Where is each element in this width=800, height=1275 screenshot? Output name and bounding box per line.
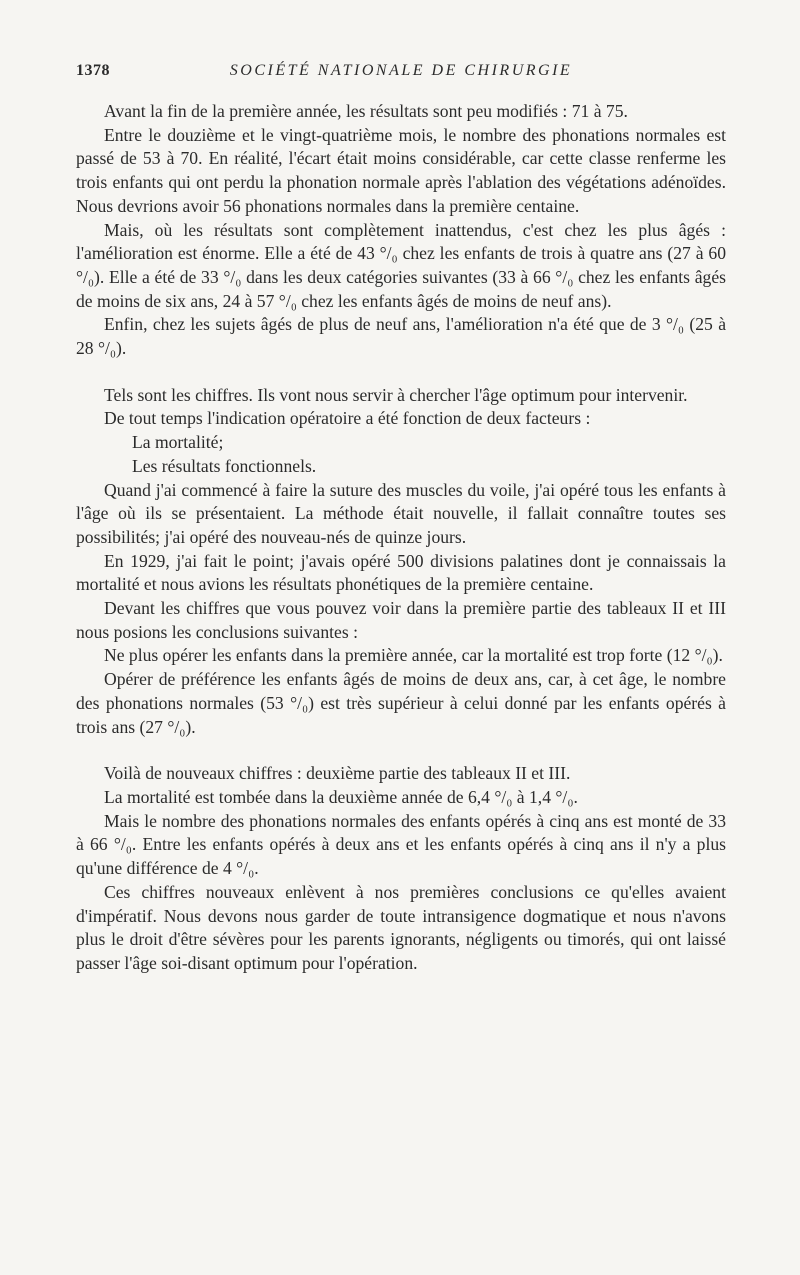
paragraph: Devant les chiffres que vous pouvez voir dans la première partie des tableaux II et III nous posions les conclusions suivantes : [76,598,726,642]
paragraph: Entre le douzième et le vingt-quatrième mois, le nombre des phonations normales est passé de 53 à 70. En réalité, l'écart était moins considérable, car cette classe renferme les trois enfants qui ont perdu la phonation normale après l'ablation des végétations adénoïdes. Nous devrions avoir 56 phonations normales dans la première centaine. [76,124,726,216]
paragraph: Quand j'ai commencé à faire la suture des muscles du voile, j'ai opéré tous les enfants à l'âge où ils se présentaient. La méthode était nouvelle, il fallait connaître toutes ses possibilités; j'ai opéré des nouveau-nés de quinze jours. [76,479,726,547]
paragraph: De tout temps l'indication opératoire a été fonction de deux facteurs : [104,408,591,429]
section-results [76,100,726,361]
paragraph: Enfin, chez les sujets âgés de plus de neuf ans, l'amélioration n'a été que de 3 °/₀ (25 à 28 °/₀). [76,314,726,359]
document-page [76,62,726,976]
page-header [76,62,726,88]
paragraph: Ne plus opérer les enfants dans la première année, car la mortalité est trop forte (12 °/₀). [104,645,723,666]
list-item: La mortalité; [132,432,224,453]
section-new-figures [76,762,726,975]
paragraph: Mais le nombre des phonations normales des enfants opérés à cinq ans est monté de 33 à 66 °/₀. Entre les enfants opérés à deux ans et les enfants opérés à cinq ans il n'y a plus qu'une différence de 4 °/₀. [76,810,726,879]
section-gap [76,739,726,762]
paragraph: Tels sont les chiffres. Ils vont nous servir à chercher l'âge optimum pour intervenir. [104,384,688,405]
running-title: SOCIÉTÉ NATIONALE DE CHIRURGIE [229,62,573,79]
page-number: 1378 [76,62,110,79]
list-item: Les résultats fonctionnels. [132,455,317,476]
paragraph: Mais, où les résultats sont complètement inattendus, c'est chez les plus âgés : l'amélioration est énorme. Elle a été de 43 °/₀ chez les enfants de trois à quatre ans (27 à 60 °/₀). Elle a été de 33 °/₀ dans les deux catégories suivantes (33 à 66 °/₀ chez les enfants âgés de moins de six ans, 24 à 57 °/₀ chez les enfants âgés de moins de neuf ans). [76,219,726,311]
paragraph: La mortalité est tombée dans la deuxième année de 6,4 °/₀ à 1,4 °/₀. [104,786,578,807]
paragraph: En 1929, j'ai fait le point; j'avais opéré 500 divisions palatines dont je connaissais la mortalité et nous avions les résultats phonétiques de la première centaine. [76,550,726,595]
section-gap [76,361,726,384]
paragraph: Ces chiffres nouveaux enlèvent à nos premières conclusions ce qu'elles avaient d'impératif. Nous devons nous garder de toute intransigence dogmatique et nous n'avons plus le droit d'être sévères pour les parents ignorants, négligents ou timorés, qui ont laissé passer l'âge soi-disant optimum pour l'opération. [76,881,726,973]
paragraph: Opérer de préférence les enfants âgés de moins de deux ans, car, à cet âge, le nombre des phonations normales (53 °/₀) est très supérieur à celui donné par les enfants opérés à trois ans (27 °/₀). [76,669,726,737]
paragraph: Avant la fin de la première année, les résultats sont peu modifiés : 71 à 75. [104,101,628,121]
section-figures [76,384,726,740]
paragraph: Voilà de nouveaux chiffres : deuxième partie des tableaux II et III. [104,763,571,784]
